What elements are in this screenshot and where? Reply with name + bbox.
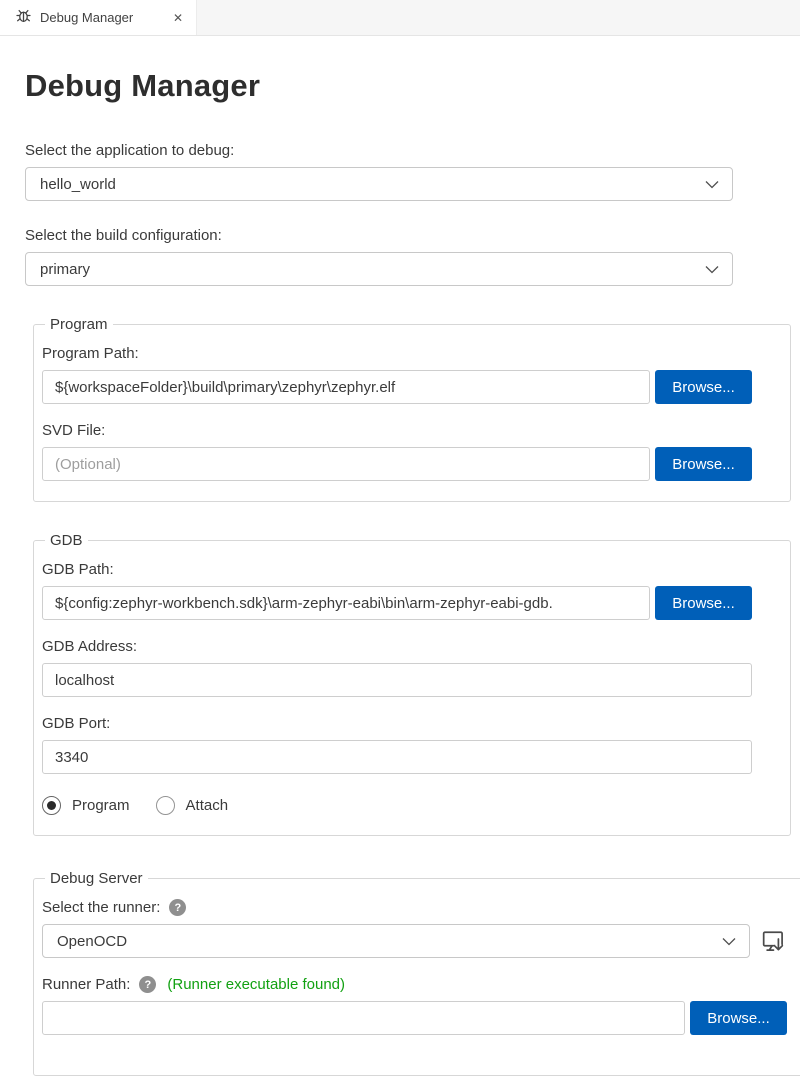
radio-program-label: Program — [72, 797, 130, 814]
runner-select-label-row — [42, 899, 787, 916]
radio-attach-circle — [156, 796, 175, 815]
gdb-path-row — [42, 586, 752, 620]
gdb-path-input[interactable] — [42, 586, 650, 620]
build-config-select-label: Select the build configuration: — [25, 227, 222, 244]
runner-row — [42, 924, 787, 958]
program-section-legend: Program — [50, 316, 108, 333]
runner-path-input[interactable] — [42, 1001, 685, 1035]
gdb-port-label: GDB Port: — [42, 715, 111, 732]
program-section — [33, 316, 791, 502]
application-select-value: hello_world — [40, 175, 116, 193]
tab-debug-manager[interactable] — [0, 0, 197, 35]
chevron-down-icon — [705, 180, 719, 189]
program-path-row — [42, 370, 752, 404]
runner-select-label: Select the runner: — [42, 899, 161, 916]
program-path-browse-button[interactable]: Browse... — [655, 370, 752, 404]
gdb-path-label: GDB Path: — [42, 561, 114, 578]
gdb-address-row — [42, 663, 752, 697]
svd-file-row — [42, 447, 752, 481]
chevron-down-icon — [705, 265, 719, 274]
gdb-path-browse-button[interactable]: Browse... — [655, 586, 752, 620]
svd-file-input[interactable] — [42, 447, 650, 481]
radio-program-circle — [42, 796, 61, 815]
radio-attach[interactable] — [156, 796, 229, 815]
svd-file-label: SVD File: — [42, 422, 106, 439]
runner-path-row — [42, 1001, 787, 1035]
chevron-down-icon — [722, 937, 736, 946]
close-icon[interactable]: ✕ — [172, 10, 183, 25]
help-icon[interactable]: ? — [139, 976, 156, 993]
debug-server-section-legend: Debug Server — [50, 870, 143, 887]
radio-program[interactable] — [42, 796, 130, 815]
runner-select[interactable] — [42, 924, 750, 958]
build-config-select[interactable] — [25, 252, 733, 286]
runner-path-browse-button[interactable]: Browse... — [690, 1001, 787, 1035]
debug-mode-radio-group — [42, 796, 752, 815]
runner-path-label-row — [42, 976, 787, 993]
runner-status-text: (Runner executable found) — [167, 976, 346, 993]
gdb-section-legend: GDB — [50, 532, 83, 549]
runner-select-value: OpenOCD — [57, 932, 128, 950]
tab-bar — [0, 0, 800, 36]
debug-manager-panel — [0, 66, 800, 1076]
bug-icon — [15, 7, 32, 29]
application-select[interactable] — [25, 167, 733, 201]
tab-title: Debug Manager — [40, 10, 134, 25]
gdb-section — [33, 532, 791, 836]
runner-path-label: Runner Path: — [42, 976, 131, 993]
gdb-port-row — [42, 740, 752, 774]
build-config-select-value: primary — [40, 260, 91, 278]
gdb-address-label: GDB Address: — [42, 638, 138, 655]
debug-server-section — [33, 870, 800, 1076]
application-select-label: Select the application to debug: — [25, 142, 235, 159]
page-title: Debug Manager — [25, 68, 261, 103]
desktop-download-icon[interactable] — [760, 929, 787, 954]
program-path-label: Program Path: — [42, 345, 139, 362]
radio-attach-label: Attach — [185, 797, 229, 814]
program-path-input[interactable] — [42, 370, 650, 404]
help-icon[interactable]: ? — [169, 899, 186, 916]
svd-file-browse-button[interactable]: Browse... — [655, 447, 752, 481]
gdb-address-input[interactable] — [42, 663, 752, 697]
gdb-port-input[interactable] — [42, 740, 752, 774]
